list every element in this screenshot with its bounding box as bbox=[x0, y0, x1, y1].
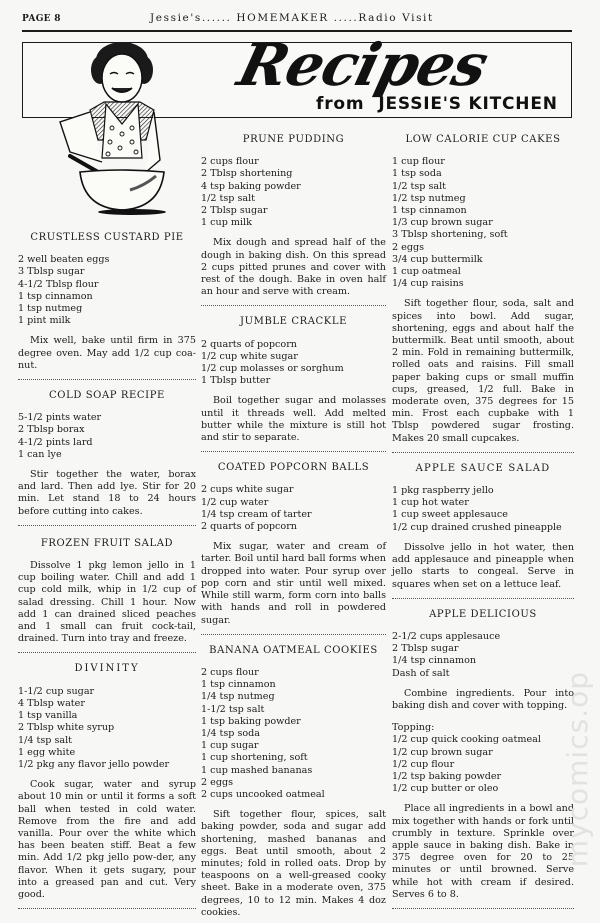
ingredient-list bbox=[392, 485, 574, 534]
ingredient-list bbox=[201, 156, 386, 229]
recipe-title: COATED POPCORN BALLS bbox=[217, 462, 370, 474]
ingredient: 2 cups white sugar bbox=[201, 484, 294, 496]
recipe-title: BANANA OATMEAL COOKIES bbox=[209, 644, 378, 656]
dotted-divider bbox=[392, 597, 574, 599]
ingredient: 3/4 cup buttermilk bbox=[392, 253, 483, 265]
ingredient-list bbox=[201, 667, 386, 801]
column-2 bbox=[201, 130, 386, 923]
ingredient: 1 cup sugar bbox=[201, 740, 259, 752]
recipe-title: COLD SOAP RECIPE bbox=[49, 390, 165, 402]
recipe-directions: Sift together flour, spices, salt baking powder, soda and sugar add shortening, mashed bananas and eggs. Beat until smooth, about 2 minutes; fold in rolled oats. Drop by teaspoons on a well-greased cooky sheet. Bake in a moderate oven, 375 degrees, 10 to 12 min. Makes 4 doz cookies. bbox=[201, 809, 386, 918]
recipe-title: JUMBLE CRACKLE bbox=[239, 316, 347, 328]
ingredient: 1 pkg raspberry jello bbox=[392, 485, 494, 497]
ingredient: 1/2 tsp salt bbox=[201, 192, 256, 204]
recipe-low-calorie-cup-cakes bbox=[392, 134, 574, 445]
recipe-crustless-custard-pie bbox=[18, 232, 196, 372]
ingredient: 3 Tblsp sugar bbox=[18, 266, 85, 278]
recipe-directions: Combine ingredients. Pour into baking dish and cover with topping. bbox=[392, 687, 574, 711]
ingredient: 1 tsp cinnamon bbox=[18, 290, 93, 302]
ingredient: 2 Tblsp white syrup bbox=[18, 722, 115, 734]
ingredient: 1 tsp soda bbox=[392, 168, 442, 180]
ingredient: 1/2 cup molasses or sorghum bbox=[201, 363, 344, 375]
recipe-title: APPLE DELICIOUS bbox=[429, 608, 537, 620]
top-rule bbox=[22, 8, 572, 32]
recipe-directions: Dissolve jello in hot water, then add applesauce and pineapple when jello starts to congeal. Serve in squares when set on a lettuce leaf. bbox=[392, 541, 574, 590]
dotted-divider bbox=[392, 451, 574, 453]
recipe-directions: Cook sugar, water and syrup about 10 min or until it forms a soft ball when tested in cold water. Remove from the fire and add vanilla. Pour over the white which has been beaten stiff. Beat a few min. Add 1/2 pkg jello pow-der, any flavor. When it gets sugary, pour into a greased pan and cut. Very good. bbox=[18, 779, 196, 900]
ingredient: 2 eggs bbox=[392, 241, 425, 253]
ingredient-list bbox=[392, 156, 574, 290]
ingredient: 1/2 cup quick cooking oatmeal bbox=[392, 734, 541, 746]
ingredient: 2 Tblsp borax bbox=[18, 424, 85, 436]
dotted-divider bbox=[201, 450, 386, 452]
recipe-divinity bbox=[18, 663, 196, 901]
banner-kitchen: JESSIE'S KITCHEN bbox=[378, 94, 558, 114]
topping-label: Topping: bbox=[392, 722, 435, 734]
dotted-divider bbox=[18, 907, 196, 909]
ingredient-list bbox=[18, 254, 196, 327]
recipe-banana-oatmeal-cookies bbox=[201, 645, 386, 919]
recipe-directions: Boil together sugar and molasses until it threads well. Add melted butter while the mixture is still hot and stir to separate. bbox=[201, 395, 386, 444]
ingredient: 1/4 tsp soda bbox=[201, 727, 261, 739]
ingredient: 4 tsp baking powder bbox=[201, 180, 301, 192]
ingredient: 5-1/2 pints water bbox=[18, 412, 102, 424]
ingredient-list bbox=[201, 339, 386, 388]
recipe-title: DIVINITY bbox=[74, 663, 140, 675]
topping-list bbox=[392, 734, 574, 795]
page-number: PAGE 8 bbox=[22, 14, 61, 24]
ingredient: 4 Tblsp water bbox=[18, 697, 85, 709]
ingredient: 1 cup oatmeal bbox=[392, 266, 461, 278]
ingredient: 1/2 cup brown sugar bbox=[392, 746, 493, 758]
ingredient: 1/4 tsp cinnamon bbox=[392, 655, 477, 667]
recipe-title: LOW CALORIE CUP CAKES bbox=[405, 134, 561, 145]
ingredient: 4-1/2 pints lard bbox=[18, 436, 93, 448]
ingredient: 1 tsp cinnamon bbox=[392, 205, 467, 217]
ingredient: 2-1/2 cups applesauce bbox=[392, 630, 501, 642]
ingredient: 1/2 tsp baking powder bbox=[392, 770, 502, 782]
recipe-frozen-fruit-salad bbox=[18, 538, 196, 646]
ingredient: 1 pint milk bbox=[18, 315, 71, 327]
ingredient: 2 Tblsp shortening bbox=[201, 168, 293, 180]
ingredient: 1/4 tsp salt bbox=[18, 734, 73, 746]
recipe-directions: Stir together the water, borax and lard. Then add lye. Stir for 20 min. Let stand 18 to 24 hours before cutting into cakes. bbox=[18, 469, 196, 517]
ingredient: 1 tsp vanilla bbox=[18, 710, 78, 722]
running-head: Jessie's...... HOMEMAKER .....Radio Visit bbox=[150, 12, 434, 24]
ingredient: 2 eggs bbox=[201, 776, 234, 788]
banner-from: from bbox=[316, 94, 365, 114]
ingredient-list bbox=[201, 484, 386, 533]
banner-subtitle bbox=[316, 94, 558, 114]
recipe-title: FROZEN FRUIT SALAD bbox=[40, 537, 174, 549]
dotted-divider bbox=[201, 304, 386, 306]
recipe-directions: Mix sugar, water and cream of tarter. Boil until hard ball forms when dropped into water. Pour syrup over pop corn and stir until well mixed. While still warm, form corn into balls with hands and roll in powdered sugar. bbox=[201, 541, 386, 626]
cook-illustration bbox=[40, 40, 190, 216]
column-3 bbox=[392, 130, 574, 919]
ingredient-list bbox=[392, 631, 574, 680]
ingredient: 2 quarts of popcorn bbox=[201, 521, 297, 533]
ingredient: 1/4 tsp cream of tarter bbox=[201, 508, 312, 520]
ingredient: 3 Tblsp shortening, soft bbox=[392, 229, 508, 241]
ingredient: 4-1/2 Tblsp flour bbox=[18, 278, 99, 290]
ingredient: 1/2 cup drained crushed pineapple bbox=[392, 521, 562, 533]
ingredient: 1/2 pkg any flavor jello powder bbox=[18, 758, 170, 770]
ingredient: 1/4 cup raisins bbox=[392, 278, 464, 290]
recipe-title: CRUSTLESS CUSTARD PIE bbox=[30, 232, 184, 243]
recipe-directions: Mix dough and spread half of the dough in baking dish. On this spread 2 cups pitted prunes and cover with rest of the dough. Bake in oven half an hour and serve with cream. bbox=[201, 237, 386, 298]
dotted-divider bbox=[18, 651, 196, 653]
ingredient: 1-1/2 tsp salt bbox=[201, 703, 265, 715]
ingredient-list bbox=[18, 412, 196, 461]
recipe-coated-popcorn-balls bbox=[201, 462, 386, 626]
banner-title: Recipes bbox=[231, 31, 495, 99]
ingredient: 1 tsp nutmeg bbox=[18, 303, 83, 315]
recipe-directions-topping: Place all ingredients in a bowl and mix together with hands or fork until crumbly in texture. Sprinkle over apple sauce in baking dish. Bake in 375 degree oven for 20 to 25 minutes or until browned. Serve while hot with cream if desired. Serves 6 to 8. bbox=[392, 803, 574, 900]
ingredient: 1 tsp baking powder bbox=[201, 715, 301, 727]
dotted-divider bbox=[201, 633, 386, 635]
ingredient: 1/2 cup white sugar bbox=[201, 350, 298, 362]
ingredient: 2 well beaten eggs bbox=[18, 254, 110, 266]
column-1 bbox=[18, 228, 196, 919]
mixing-bowl bbox=[80, 170, 164, 210]
ingredient: 2 Tblsp sugar bbox=[201, 205, 268, 217]
ingredient: 1/4 tsp nutmeg bbox=[201, 691, 275, 703]
ingredient: 1 cup flour bbox=[392, 156, 445, 168]
ingredient: 2 cups uncooked oatmeal bbox=[201, 788, 325, 800]
recipe-directions: Dissolve 1 pkg lemon jello in 1 cup boiling water. Chill and add 1 cup cold milk, whip in 1/2 cup of salad dressing. Chill 1 hour. Now add 1 can drained sliced peaches and 1 small can fruit cock-tail, drained. Turn into tray and freeze. bbox=[18, 560, 196, 645]
recipe-directions: Mix well, bake until firm in 375 degree oven. May add 1/2 cup coa-nut. bbox=[18, 335, 196, 371]
ingredient: 1 egg white bbox=[18, 746, 76, 758]
ingredient: 2 quarts of popcorn bbox=[201, 338, 297, 350]
ingredient: 1 cup mashed bananas bbox=[201, 764, 313, 776]
ingredient: 1/2 tsp nutmeg bbox=[392, 192, 466, 204]
ingredient: 1 cup hot water bbox=[392, 497, 469, 509]
recipe-cold-soap bbox=[18, 390, 196, 518]
ingredient: 1-1/2 cup sugar bbox=[18, 685, 95, 697]
ingredient: 1/2 tsp salt bbox=[392, 180, 447, 192]
recipe-title: PRUNE PUDDING bbox=[242, 134, 345, 145]
ingredient: 2 Tblsp sugar bbox=[392, 643, 459, 655]
cook-face bbox=[102, 54, 142, 102]
recipe-title: APPLE SAUCE SALAD bbox=[415, 462, 551, 474]
dotted-divider bbox=[18, 524, 196, 526]
ingredient: 1/3 cup brown sugar bbox=[392, 217, 493, 229]
ingredient: 1 cup shortening, soft bbox=[201, 752, 308, 764]
recipe-apple-sauce-salad bbox=[392, 463, 574, 591]
ingredient: Dash of salt bbox=[392, 667, 450, 679]
ingredient: 1/2 cup butter or oleo bbox=[392, 783, 499, 795]
recipe-jumble-crackle bbox=[201, 316, 386, 444]
dotted-divider bbox=[18, 378, 196, 380]
ingredient-list bbox=[18, 686, 196, 771]
ingredient: 1/2 cup water bbox=[201, 496, 269, 508]
recipe-apple-delicious bbox=[392, 609, 574, 901]
ingredient: 2 cups flour bbox=[201, 156, 259, 168]
watermark: mycomics.op bbox=[561, 670, 594, 867]
ingredient: 1 Tblsp butter bbox=[201, 375, 271, 387]
dotted-divider bbox=[392, 907, 574, 909]
ingredient: 2 cups flour bbox=[201, 666, 259, 678]
ingredient: 1/2 cup flour bbox=[392, 758, 455, 770]
ingredient: 1 cup milk bbox=[201, 217, 252, 229]
ingredient: 1 cup sweet applesauce bbox=[392, 509, 508, 521]
ingredient: 1 tsp cinnamon bbox=[201, 679, 276, 691]
recipe-prune-pudding bbox=[201, 134, 386, 298]
ingredient: 1 can lye bbox=[18, 448, 62, 460]
recipe-directions: Sift together flour, soda, salt and spices into bowl. Add sugar, shortening, eggs and about half the buttermilk. Beat until smooth, about 2 min. Fold in remaining buttermilk, rolled oats and raisins. Fill small paper baking cups or small muffin cups, greased, 1/2 full. Bake in moderate oven, 375 degrees for 15 min. Frost each cupbake with 1 Tblsp powdered sugar frosting. Makes 20 small cupcakes. bbox=[392, 298, 574, 444]
